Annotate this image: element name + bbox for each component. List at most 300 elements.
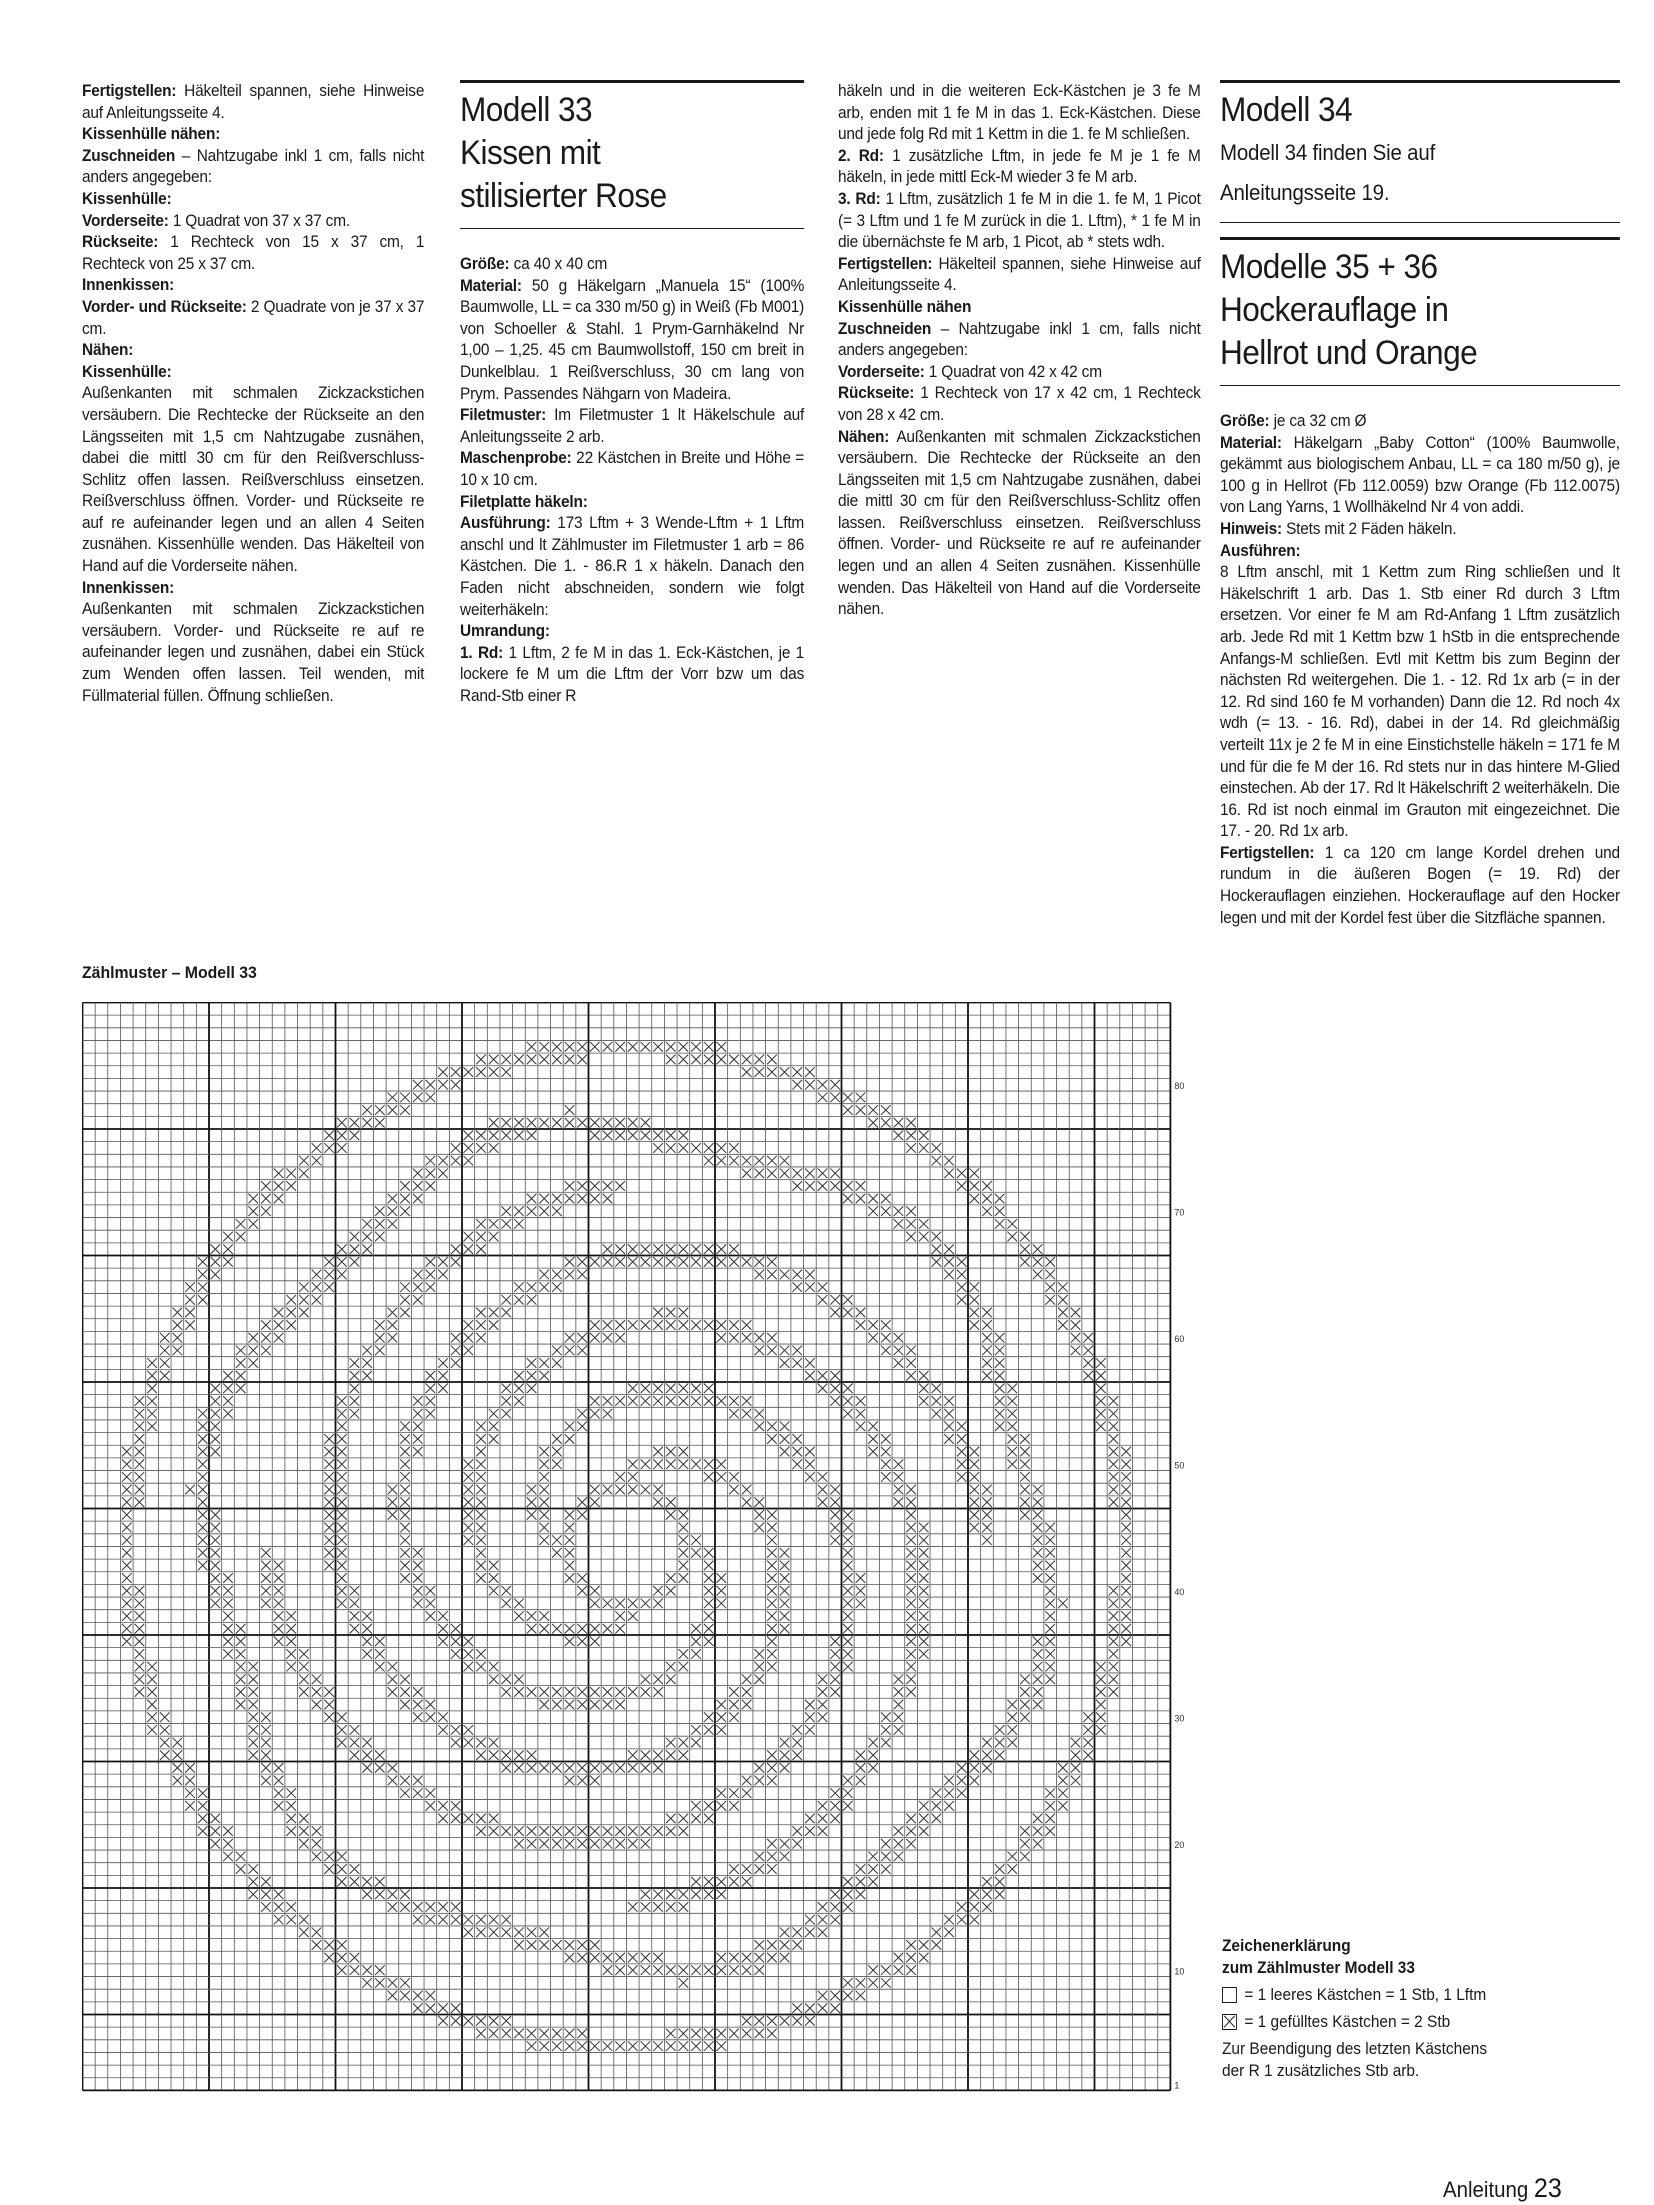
filled-cell <box>603 1965 613 1975</box>
filled-cell <box>552 1687 562 1697</box>
filled-cell <box>248 1877 258 1887</box>
filled-cell <box>350 1624 360 1634</box>
filled-cell <box>742 1965 752 1975</box>
filled-cell <box>679 1384 689 1394</box>
filled-cell <box>577 1763 587 1773</box>
col2-text: ca 40 x 40 cm <box>509 254 608 273</box>
filled-cell <box>590 1953 600 1963</box>
filled-cell <box>881 1472 891 1482</box>
filled-cell <box>451 1143 461 1153</box>
filled-cell <box>514 1826 524 1836</box>
filled-cell <box>995 1864 1005 1874</box>
filled-cell <box>451 1346 461 1356</box>
filled-cell <box>856 1750 866 1760</box>
filled-cell <box>476 1055 486 1065</box>
filled-cell <box>211 1510 221 1520</box>
filled-cell <box>894 1497 904 1507</box>
filled-cell <box>767 1763 777 1773</box>
filled-cell <box>691 1548 701 1558</box>
filled-cell <box>767 1573 777 1583</box>
filled-cell <box>135 1409 145 1419</box>
col2-paragraph <box>460 512 804 620</box>
filled-cell <box>717 1333 727 1343</box>
filled-cell <box>299 1927 309 1937</box>
filled-cell <box>767 1953 777 1963</box>
filled-cell <box>843 1776 853 1786</box>
filled-cell <box>501 1927 511 1937</box>
filled-cell <box>565 1953 575 1963</box>
filled-cell <box>400 1434 410 1444</box>
filled-cell <box>641 1674 651 1684</box>
filled-cell <box>565 1181 575 1191</box>
filled-cell <box>995 1371 1005 1381</box>
filled-cell <box>704 1965 714 1975</box>
filled-cell <box>438 1384 448 1394</box>
filled-cell <box>906 1649 916 1659</box>
filled-cell <box>881 1333 891 1343</box>
filled-cell <box>843 1586 853 1596</box>
filled-cell <box>514 1131 524 1141</box>
filled-cell <box>1045 1257 1055 1267</box>
col4-paragraph <box>1220 561 1620 842</box>
filled-cell <box>717 1599 727 1609</box>
filled-cell <box>603 1194 613 1204</box>
filled-cell <box>185 1776 195 1786</box>
filled-cell <box>350 1864 360 1874</box>
filled-cell <box>122 1637 132 1647</box>
filled-cell <box>552 1763 562 1773</box>
filled-cell <box>438 1915 448 1925</box>
filled-cell <box>717 1725 727 1735</box>
filled-cell <box>919 1131 929 1141</box>
filled-cell <box>464 1535 474 1545</box>
filled-cell <box>1033 1510 1043 1520</box>
filled-cell <box>805 1712 815 1722</box>
filled-cell <box>236 1371 246 1381</box>
filled-cell <box>464 1333 474 1343</box>
filled-cell <box>565 1548 575 1558</box>
col1-text: 1 Rechteck von 15 x 37 cm, 1 Rechteck von 25 x 37 cm. <box>82 232 425 273</box>
filled-cell <box>400 1674 410 1684</box>
filled-cell <box>717 1586 727 1596</box>
filled-cell <box>881 1118 891 1128</box>
filled-cell <box>565 1421 575 1431</box>
filled-cell <box>780 1346 790 1356</box>
filled-cell <box>754 1674 764 1684</box>
filet-chart <box>82 1002 1212 2116</box>
filled-cell <box>615 1257 625 1267</box>
filled-cell <box>527 1485 537 1495</box>
filled-cell <box>919 1611 929 1621</box>
filled-cell <box>489 1814 499 1824</box>
filled-cell <box>1109 1624 1119 1634</box>
filled-cell <box>615 2041 625 2051</box>
filled-cell <box>274 1561 284 1571</box>
filled-cell <box>489 1738 499 1748</box>
col2-lead-in: Filetplatte häkeln: <box>460 491 588 511</box>
filled-cell <box>539 1358 549 1368</box>
filled-cell <box>881 1852 891 1862</box>
filled-cell <box>539 1206 549 1216</box>
filled-cell <box>843 1991 853 2001</box>
filled-cell <box>767 1421 777 1431</box>
filled-cell <box>843 1409 853 1419</box>
filled-cell <box>881 1965 891 1975</box>
chart-legend <box>1222 1935 1538 2082</box>
filled-cell <box>413 1282 423 1292</box>
filled-cell <box>906 1839 916 1849</box>
filled-cell <box>995 1396 1005 1406</box>
filled-cell <box>1020 1700 1030 1710</box>
filled-cell <box>261 1194 271 1204</box>
filled-cell <box>830 1788 840 1798</box>
filled-cell <box>906 1219 916 1229</box>
filled-cell <box>362 1346 372 1356</box>
filled-cell <box>970 1510 980 1520</box>
filled-cell <box>122 1472 132 1482</box>
filled-cell <box>565 1270 575 1280</box>
filled-cell <box>970 1181 980 1191</box>
filled-cell <box>704 1143 714 1153</box>
filled-cell <box>805 1447 815 1457</box>
filled-cell <box>577 2041 587 2051</box>
filled-cell <box>248 1890 258 1900</box>
filled-cell <box>527 1282 537 1292</box>
filled-cell <box>274 1586 284 1596</box>
filled-cell <box>223 1649 233 1659</box>
filled-cell <box>501 1118 511 1128</box>
filled-cell <box>641 1750 651 1760</box>
modell-34-title: Modell 34 <box>1220 91 1353 129</box>
filled-cell <box>792 1282 802 1292</box>
filled-cell <box>476 1421 486 1431</box>
filled-cell <box>995 1219 1005 1229</box>
filled-cell <box>1109 1674 1119 1684</box>
filled-cell <box>514 1118 524 1128</box>
filled-cell <box>780 1750 790 1760</box>
filled-cell <box>426 1611 436 1621</box>
modell-35-36-title-line-1: Modelle 35 + 36 <box>1220 248 1438 286</box>
filled-cell <box>413 1080 423 1090</box>
filled-cell <box>400 1093 410 1103</box>
filled-cell <box>539 1826 549 1836</box>
filled-cell <box>438 1080 448 1090</box>
filled-cell <box>881 1447 891 1457</box>
filled-cell <box>1033 1814 1043 1824</box>
filled-cell <box>590 1042 600 1052</box>
filled-cell <box>691 1042 701 1052</box>
filled-cell <box>767 1864 777 1874</box>
filled-cell <box>1033 1561 1043 1571</box>
col2-lead-in: Maschenprobe: <box>460 448 572 468</box>
filled-cell <box>970 1485 980 1495</box>
filled-cell <box>792 1725 802 1735</box>
filled-cell <box>805 1915 815 1925</box>
filled-cell <box>754 1940 764 1950</box>
col3-text: häkeln und in die weiteren Eck-Kästchen je 3 fe M arb, enden mit 1 fe M in das 1. Eck-Kästchen. Diese und jede folg Rd mit 1 Kettm in die 1. fe M schließen. <box>838 81 1201 144</box>
filled-cell <box>286 1624 296 1634</box>
filled-cell <box>400 1788 410 1798</box>
filled-cell <box>413 1788 423 1798</box>
filled-cell <box>388 1194 398 1204</box>
filled-cell <box>565 1776 575 1786</box>
filled-cell <box>1033 1826 1043 1836</box>
filled-cell <box>1109 1485 1119 1495</box>
filled-cell <box>666 1320 676 1330</box>
filled-cell <box>527 1055 537 1065</box>
filled-cell <box>476 1143 486 1153</box>
filled-cell <box>830 1510 840 1520</box>
filled-cell <box>426 1915 436 1925</box>
filled-cell <box>679 1890 689 1900</box>
filled-cell <box>679 1535 689 1545</box>
filled-cell <box>767 1649 777 1659</box>
filled-cell <box>400 1573 410 1583</box>
filled-cell <box>400 1890 410 1900</box>
filled-cell <box>919 1586 929 1596</box>
filled-cell <box>590 1763 600 1773</box>
filled-cell <box>856 1573 866 1583</box>
filled-cell <box>1096 1725 1106 1735</box>
filled-cell <box>679 1257 689 1267</box>
filled-cell <box>704 1459 714 1469</box>
filled-cell <box>198 1295 208 1305</box>
filled-cell <box>552 1055 562 1065</box>
col3-lead-in: Rückseite: <box>838 383 915 403</box>
filled-cell <box>312 1156 322 1166</box>
filled-cell <box>261 1750 271 1760</box>
filled-cell <box>1007 1725 1017 1735</box>
filled-cell <box>577 1687 587 1697</box>
filled-cell <box>792 1067 802 1077</box>
filled-cell <box>135 1662 145 1672</box>
filled-cell <box>1071 1763 1081 1773</box>
filled-cell <box>539 1042 549 1052</box>
filled-cell <box>1121 1523 1131 1533</box>
filled-cell <box>653 1674 663 1684</box>
filled-cell <box>742 1788 752 1798</box>
filled-cell <box>274 1801 284 1811</box>
filled-cell <box>160 1346 170 1356</box>
filled-cell <box>754 1776 764 1786</box>
filled-cell <box>565 1763 575 1773</box>
filled-cell <box>818 1181 828 1191</box>
filled-cell <box>982 1750 992 1760</box>
filled-cell <box>211 1244 221 1254</box>
filled-cell <box>552 1194 562 1204</box>
filled-cell <box>400 1485 410 1495</box>
filled-cell <box>337 1472 347 1482</box>
filled-cell <box>957 1447 967 1457</box>
col1-lead-in: Vorderseite: <box>82 210 169 230</box>
filled-cell <box>337 1143 347 1153</box>
filled-cell <box>1020 1244 1030 1254</box>
filled-cell <box>501 1586 511 1596</box>
filled-cell <box>476 1738 486 1748</box>
filled-cell <box>1045 1523 1055 1533</box>
filled-cell <box>413 1687 423 1697</box>
filled-cell <box>944 1270 954 1280</box>
filled-cell <box>843 1890 853 1900</box>
filled-cell <box>299 1674 309 1684</box>
filled-cell <box>350 1409 360 1419</box>
row-label: 80 <box>1174 1081 1185 1092</box>
filled-cell <box>818 1485 828 1495</box>
filled-cell <box>754 1055 764 1065</box>
col4-lead-in: Größe: <box>1220 411 1270 430</box>
filled-cell <box>894 1219 904 1229</box>
filled-cell <box>691 1738 701 1748</box>
filled-cell <box>957 1421 967 1431</box>
filled-cell <box>274 1611 284 1621</box>
filled-cell <box>539 1472 549 1482</box>
filled-cell <box>881 1864 891 1874</box>
filled-cell <box>248 1333 258 1343</box>
filled-cell <box>514 1055 524 1065</box>
col3-paragraph <box>838 361 1201 383</box>
filled-cell <box>438 1156 448 1166</box>
filled-cell <box>792 1270 802 1280</box>
filled-cell <box>729 1965 739 1975</box>
filled-cell <box>957 1270 967 1280</box>
filled-cell <box>400 1776 410 1786</box>
filled-cell <box>1121 1611 1131 1621</box>
filled-cell <box>388 1219 398 1229</box>
filled-cell <box>615 1320 625 1330</box>
filled-cell <box>818 1282 828 1292</box>
filled-cell <box>337 1131 347 1141</box>
filled-cell <box>400 1700 410 1710</box>
filled-cell <box>426 2003 436 2013</box>
filled-cell <box>970 1194 980 1204</box>
filled-cell <box>426 1396 436 1406</box>
filled-cell <box>1007 1384 1017 1394</box>
filled-cell <box>906 1131 916 1141</box>
filled-cell <box>843 1877 853 1887</box>
filled-cell <box>754 1168 764 1178</box>
filled-cell <box>957 1434 967 1444</box>
filled-cell <box>324 1561 334 1571</box>
filled-cell <box>274 1333 284 1343</box>
filled-cell <box>881 1839 891 1849</box>
filled-cell <box>729 1257 739 1267</box>
filled-cell <box>577 1637 587 1647</box>
filled-cell <box>236 1687 246 1697</box>
filled-cell <box>274 1573 284 1583</box>
filled-cell <box>350 1599 360 1609</box>
filled-cell <box>932 1788 942 1798</box>
filled-cell <box>350 1750 360 1760</box>
filled-cell <box>704 1042 714 1052</box>
column-1 <box>82 80 424 706</box>
filled-cell <box>590 1826 600 1836</box>
filled-cell <box>248 1662 258 1672</box>
filled-cell <box>970 1763 980 1773</box>
filled-cell <box>248 1219 258 1229</box>
filled-cell <box>742 1168 752 1178</box>
filled-cell <box>691 1257 701 1267</box>
filled-cell <box>539 1523 549 1533</box>
filled-cell <box>274 1890 284 1900</box>
filled-cell <box>438 1611 448 1621</box>
filled-cell <box>767 1510 777 1520</box>
filled-cell <box>982 1371 992 1381</box>
filled-cell <box>464 1143 474 1153</box>
filled-cell <box>653 1308 663 1318</box>
filled-cell <box>628 1611 638 1621</box>
filled-cell <box>628 1320 638 1330</box>
filled-cell <box>830 1637 840 1647</box>
filled-cell <box>362 1232 372 1242</box>
filled-cell <box>514 1219 524 1229</box>
filled-cell <box>704 1611 714 1621</box>
filled-cell <box>312 1674 322 1684</box>
filled-cell <box>451 1333 461 1343</box>
legend-title-line-1: Zeichenerklärung <box>1222 1936 1351 1955</box>
filled-cell <box>565 1535 575 1545</box>
filled-cell <box>337 1409 347 1419</box>
filled-cell <box>780 1611 790 1621</box>
filled-cell <box>388 1333 398 1343</box>
filled-cell <box>691 1725 701 1735</box>
filled-cell <box>565 1700 575 1710</box>
filled-cell <box>147 1687 157 1697</box>
filled-cell <box>932 1801 942 1811</box>
filled-cell <box>944 1409 954 1419</box>
filled-cell <box>211 1447 221 1457</box>
filled-cell <box>565 1839 575 1849</box>
filled-cell <box>906 1535 916 1545</box>
filled-cell <box>362 1890 372 1900</box>
filled-cell <box>856 1877 866 1887</box>
filled-cell <box>350 1953 360 1963</box>
filled-cell <box>135 1472 145 1482</box>
filled-cell <box>312 1852 322 1862</box>
filled-cell <box>565 2041 575 2051</box>
filled-cell <box>679 1447 689 1457</box>
filled-cell <box>742 1257 752 1267</box>
filled-cell <box>350 1131 360 1141</box>
filled-cell <box>1096 1358 1106 1368</box>
filled-cell <box>780 1447 790 1457</box>
row-label: 1 <box>1174 2080 1180 2091</box>
filled-cell <box>438 1624 448 1634</box>
footer-section: Anleitung <box>1443 2177 1529 2202</box>
filled-cell <box>894 1206 904 1216</box>
filled-cell <box>1058 1295 1068 1305</box>
col3-lead-in: Nähen: <box>838 426 890 446</box>
col1-paragraph <box>82 274 424 296</box>
filled-cell <box>653 1257 663 1267</box>
filled-cell <box>565 1042 575 1052</box>
filled-cell <box>527 1384 537 1394</box>
col1-paragraph <box>82 188 424 210</box>
col2-text: 173 Lftm + 3 Wende-Lftm + 1 Lftm anschl und lt Zählmuster im Filetmuster 1 arb = 86 Kästchen. Die 1. - 86.R 1 x häkeln. Danach den Faden nicht abschneiden, sondern wie folgt weiterhäkeln: <box>460 513 805 619</box>
filled-cell <box>906 1624 916 1634</box>
filled-cell <box>982 1358 992 1368</box>
filled-cell <box>147 1700 157 1710</box>
col2-text: 1 Lftm, 2 fe M in das 1. Eck-Kästchen, je 1 lockere fe M um die Lftm der Vorr bzw um das Rand-Stb einer R <box>460 642 805 705</box>
filled-cell <box>198 1257 208 1267</box>
filled-cell <box>754 1510 764 1520</box>
filled-cell <box>501 1206 511 1216</box>
col1-lead-in: Kissenhülle: <box>82 361 172 381</box>
filled-cell <box>729 1953 739 1963</box>
filled-cell <box>1020 1687 1030 1697</box>
filled-cell <box>653 1143 663 1153</box>
filled-cell <box>286 1320 296 1330</box>
filled-cell <box>476 1219 486 1229</box>
